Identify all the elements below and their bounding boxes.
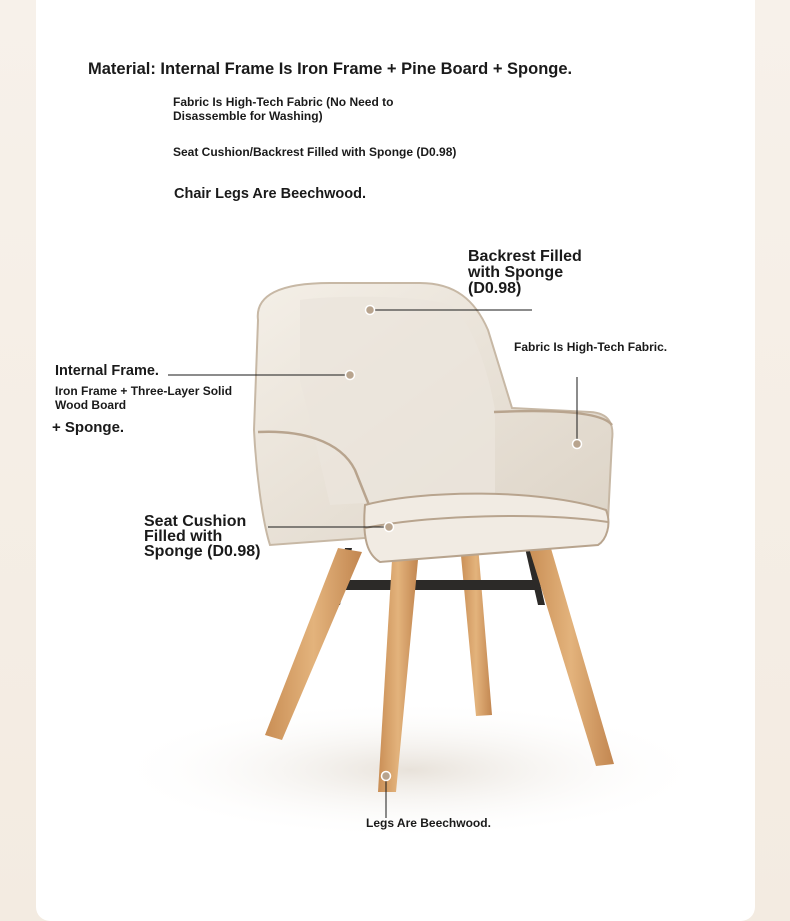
material-title: Material: Internal Frame Is Iron Frame + Pine Board + Sponge.	[88, 60, 573, 78]
legs-note: Chair Legs Are Beechwood.	[174, 186, 367, 202]
callout-legs: Legs Are Beechwood.	[366, 816, 491, 830]
callout-backrest: Backrest Filled with Sponge (D0.98)	[468, 248, 582, 297]
dot-frame	[346, 371, 355, 380]
dot-legs	[382, 772, 391, 781]
callout-frame-heading: Internal Frame.	[55, 363, 159, 379]
sponge-note: Seat Cushion/Backrest Filled with Sponge (D0.98)	[173, 145, 457, 159]
dot-backrest	[366, 306, 375, 315]
dot-fabric	[573, 440, 582, 449]
callout-frame-sponge: + Sponge.	[52, 419, 125, 436]
iron-stretcher	[340, 580, 540, 590]
fabric-note: Fabric Is High-Tech Fabric (No Need to Disassemble for Washing)	[173, 95, 394, 123]
inner-backrest	[300, 297, 495, 505]
back-leg-left	[460, 545, 492, 716]
callout-seat: Seat Cushion Filled with Sponge (D0.98)	[144, 513, 261, 561]
callout-frame-body: Iron Frame + Three-Layer Solid Wood Board	[55, 384, 233, 412]
callout-fabric: Fabric Is High-Tech Fabric.	[514, 340, 668, 354]
dot-seat	[385, 523, 394, 532]
seat-cushion	[364, 494, 608, 562]
